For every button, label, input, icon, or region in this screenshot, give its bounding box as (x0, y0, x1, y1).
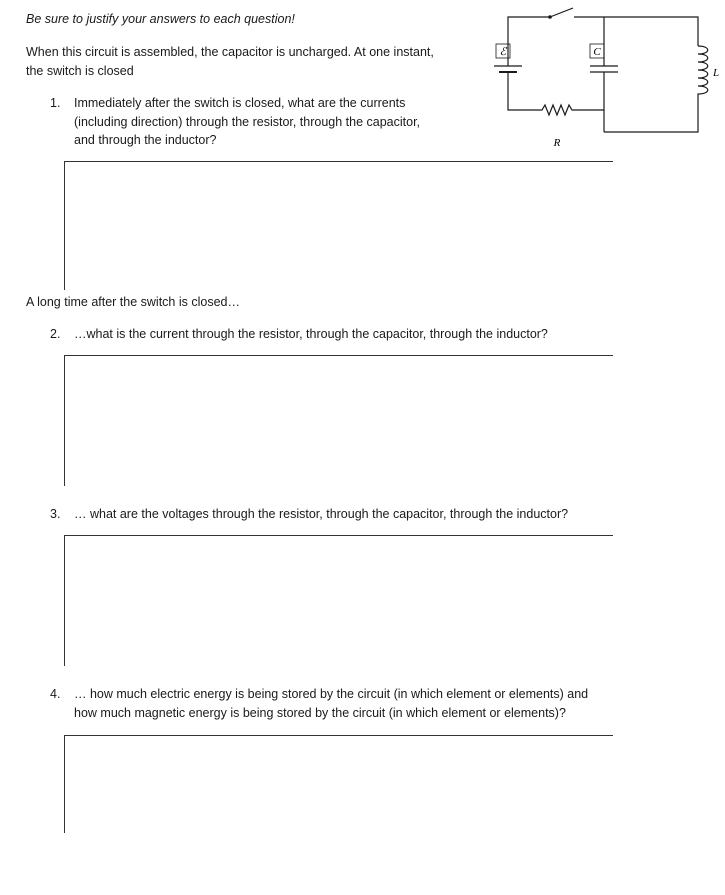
answer-box-3[interactable] (64, 535, 613, 666)
answer-box-1[interactable] (64, 161, 613, 290)
question-3-text: … what are the voltages through the resistor, through the capacitor, through the inductor? (74, 507, 569, 521)
question-4-line-2: how much magnetic energy is being stored by the circuit (in which element or elements)? (74, 706, 566, 720)
question-3-number: 3. (50, 507, 61, 521)
inductor-label: L (713, 67, 720, 79)
capacitor-label: C (593, 46, 601, 58)
rlc-circuit-diagram (478, 6, 722, 178)
top-right-wire (574, 17, 698, 46)
intro-line-2: the switch is closed (26, 64, 134, 78)
intro-line-1: When this circuit is assembled, the capacitor is uncharged. At one instant, (26, 45, 434, 59)
question-1-number: 1. (50, 96, 61, 110)
question-1-line-2: (including direction) through the resistor, through the capacitor, (74, 115, 421, 129)
question-1-line-3: and through the inductor? (74, 133, 217, 147)
answer-box-2[interactable] (64, 355, 613, 486)
question-1-line-1: Immediately after the switch is closed, what are the currents (74, 96, 406, 110)
mid-bottom-wire (574, 72, 604, 110)
answer-box-4[interactable] (64, 735, 613, 833)
question-4-line-1: … how much electric energy is being stored by the circuit (in which element or elements) and (74, 687, 589, 701)
section-heading: A long time after the switch is closed… (26, 295, 240, 309)
question-4-number: 4. (50, 687, 61, 701)
resistor-icon (540, 105, 574, 115)
top-left-wire (508, 17, 550, 66)
resistor-label: R (553, 137, 561, 149)
emf-label: ℰ (499, 46, 507, 58)
question-2-number: 2. (50, 327, 61, 341)
left-bottom-wire (508, 72, 540, 110)
inductor-icon (698, 46, 708, 100)
bottom-right-wire (604, 100, 698, 132)
switch-icon (550, 8, 573, 17)
instruction-text: Be sure to justify your answers to each question! (26, 12, 295, 26)
question-2-text: …what is the current through the resistor, through the capacitor, through the inductor? (74, 327, 548, 341)
